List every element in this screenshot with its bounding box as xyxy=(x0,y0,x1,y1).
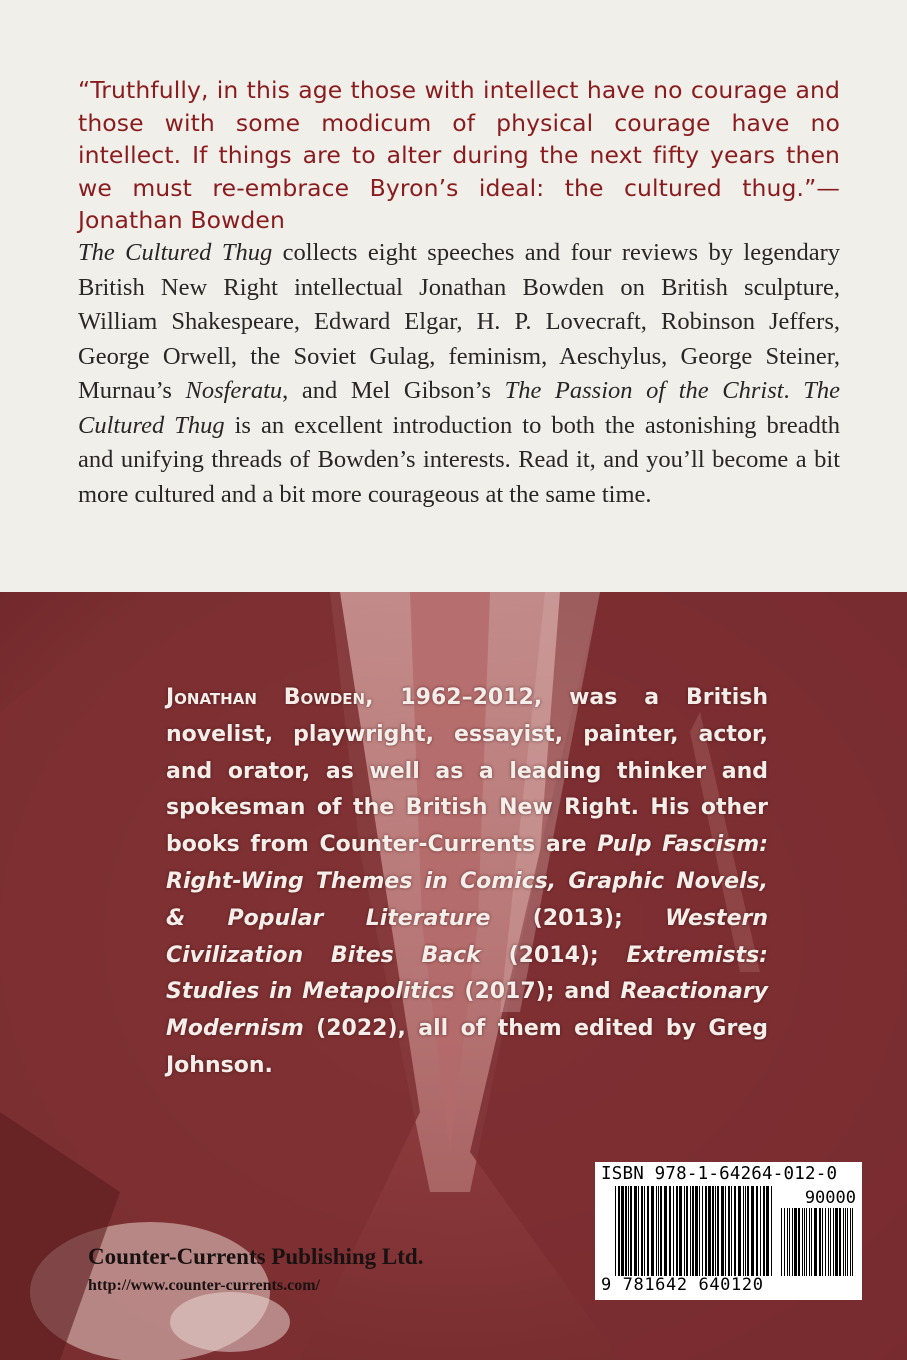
barcode-bar xyxy=(814,1208,817,1276)
publisher-url[interactable]: http://www.counter-currents.com/ xyxy=(88,1277,320,1294)
title-italic: The Cultured Thug xyxy=(78,239,273,266)
barcode-bar xyxy=(679,1186,682,1276)
barcode-bar xyxy=(618,1186,620,1276)
price-code: 90000 xyxy=(804,1188,856,1208)
description-text: , and Mel Gibson’s xyxy=(282,377,505,404)
barcode-bar xyxy=(819,1208,821,1276)
barcode-bar xyxy=(794,1208,797,1276)
barcode-bar xyxy=(845,1208,846,1276)
barcode-bar xyxy=(763,1186,765,1276)
barcode-bar xyxy=(847,1208,848,1276)
barcode-bar xyxy=(802,1208,803,1276)
barcode-bar xyxy=(673,1186,674,1276)
barcode-bar xyxy=(789,1208,790,1276)
barcode-bar xyxy=(734,1186,736,1276)
barcode-bar xyxy=(644,1186,645,1276)
barcode-bar xyxy=(721,1186,724,1276)
barcode-bar xyxy=(843,1208,844,1276)
barcode-bar xyxy=(708,1186,711,1276)
barcode-bar xyxy=(731,1186,732,1276)
bio-text: (2013); xyxy=(490,905,666,931)
barcode-bar xyxy=(756,1186,758,1276)
title-italic: The Passion of the Christ xyxy=(504,377,784,404)
description-text: collects eight speeches and four reviews by legendary British New Right intellectual Jonathan Bowden on British sculpture, William Shakespeare, Edward Elgar, H. P. Lovecraft, Robinson Jeffers, George Orwell, the Soviet Gulag, feminism, Aeschylus, George Steiner, Murnau’s xyxy=(78,239,840,404)
barcode-bar xyxy=(833,1208,834,1276)
barcode-bar xyxy=(766,1186,769,1276)
barcode-bar xyxy=(676,1186,678,1276)
barcode-bar xyxy=(725,1186,726,1276)
isbn-barcode xyxy=(595,1162,862,1300)
bio-text: (2017); and xyxy=(454,979,621,1005)
barcode-bar xyxy=(664,1186,667,1276)
barcode-bar xyxy=(684,1186,685,1276)
title-italic: Nosferatu xyxy=(185,377,283,404)
barcode-bar xyxy=(822,1208,823,1276)
barcode-bar xyxy=(806,1208,807,1276)
book-title: Pulp Fascism: Right-Wing Themes in Comics, Graphic Novels, & Popular Literature xyxy=(166,832,768,931)
ean-digits: 9 781642 640120 xyxy=(601,1275,764,1295)
barcode-bar xyxy=(615,1186,616,1276)
barcode-bar xyxy=(835,1208,838,1276)
barcode-bar xyxy=(699,1186,700,1276)
barcode-bar xyxy=(695,1186,698,1276)
barcode-bar xyxy=(751,1186,754,1276)
barcode-bar xyxy=(651,1186,654,1276)
barcode-bar xyxy=(656,1186,657,1276)
barcode-bar xyxy=(669,1186,671,1276)
author-bio xyxy=(166,680,768,1085)
barcode-bar xyxy=(771,1186,772,1276)
description-text: is an excellent introduction to both the astonishing breadth and unifying threads of Bowden’s interests. Read it, and you’ll become a bit more cultured and a bit more courageous at the same time. xyxy=(78,411,840,508)
barcode-bar xyxy=(641,1186,643,1276)
bio-text: , 1962–2012, was a British novelist, playwright, essayist, painter, actor, and orator, as well as a leading thinker and spokesman of the British New Right. His other books from Counter-Currents are xyxy=(166,685,768,858)
barcode-bar xyxy=(839,1208,841,1276)
book-title: Extremists: Studies in Metapolitics xyxy=(166,942,768,1005)
barcode-bar xyxy=(690,1186,691,1276)
barcode-bar xyxy=(787,1208,788,1276)
barcode-bar xyxy=(686,1186,688,1276)
barcode-bar xyxy=(625,1186,627,1276)
barcode-bar xyxy=(792,1208,793,1276)
barcode-bar xyxy=(638,1186,639,1276)
ean-barcode-bars xyxy=(615,1186,775,1276)
barcode-bar xyxy=(621,1186,624,1276)
barcode-bar xyxy=(747,1186,749,1276)
barcode-bar xyxy=(850,1208,851,1276)
epigraph-quote: “Truthfully, in this age those with intellect have no courage and those with some modicum of physical courage have no intellect. If things are to alter during the next fifty years then we must re-embrace Byron’s ideal: the cultured thug.”—Jonathan Bowden xyxy=(78,76,840,234)
barcode-bar xyxy=(809,1208,810,1276)
barcode-bar xyxy=(745,1186,746,1276)
title-italic: The Cultured Thug xyxy=(78,377,841,439)
book-title: Reactionary Modernism xyxy=(166,979,769,1042)
upper-text-panel xyxy=(0,0,907,592)
barcode-bar xyxy=(760,1186,761,1276)
barcode-bar xyxy=(852,1208,853,1276)
barcode-bar xyxy=(715,1186,716,1276)
book-description xyxy=(78,236,840,512)
barcode-bar xyxy=(658,1186,659,1276)
barcode-bar xyxy=(830,1208,831,1276)
barcode-bar xyxy=(705,1186,707,1276)
barcode-bar xyxy=(743,1186,744,1276)
barcode-bar xyxy=(811,1208,812,1276)
barcode-bar xyxy=(692,1186,694,1276)
book-title: Western Civilization Bites Back xyxy=(166,905,768,968)
isbn-label: ISBN 978-1-64264-012-0 xyxy=(601,1164,838,1184)
bio-text: (2022), all of them edited by Greg Johnson. xyxy=(166,1016,768,1078)
barcode-bar xyxy=(781,1208,782,1276)
barcode-bar xyxy=(660,1186,662,1276)
barcode-bar xyxy=(717,1186,719,1276)
barcode-bar xyxy=(647,1186,649,1276)
barcode-bar xyxy=(798,1208,800,1276)
author-name: Jonathan Bowden xyxy=(166,685,366,710)
price-addon-bars xyxy=(781,1208,855,1276)
publisher-name: Counter-Currents Publishing Ltd. xyxy=(88,1244,424,1269)
barcode-bar xyxy=(828,1208,829,1276)
barcode-bar xyxy=(630,1186,632,1276)
barcode-bar xyxy=(784,1208,785,1276)
barcode-bar xyxy=(712,1186,714,1276)
bio-text: (2014); xyxy=(480,942,627,968)
barcode-bar xyxy=(825,1208,826,1276)
barcode-bar xyxy=(728,1186,730,1276)
barcode-bar xyxy=(628,1186,629,1276)
barcode-bar xyxy=(738,1186,741,1276)
barcode-bar xyxy=(634,1186,637,1276)
description-text: . xyxy=(783,377,804,404)
barcode-bar xyxy=(804,1208,805,1276)
barcode-bar xyxy=(702,1186,703,1276)
